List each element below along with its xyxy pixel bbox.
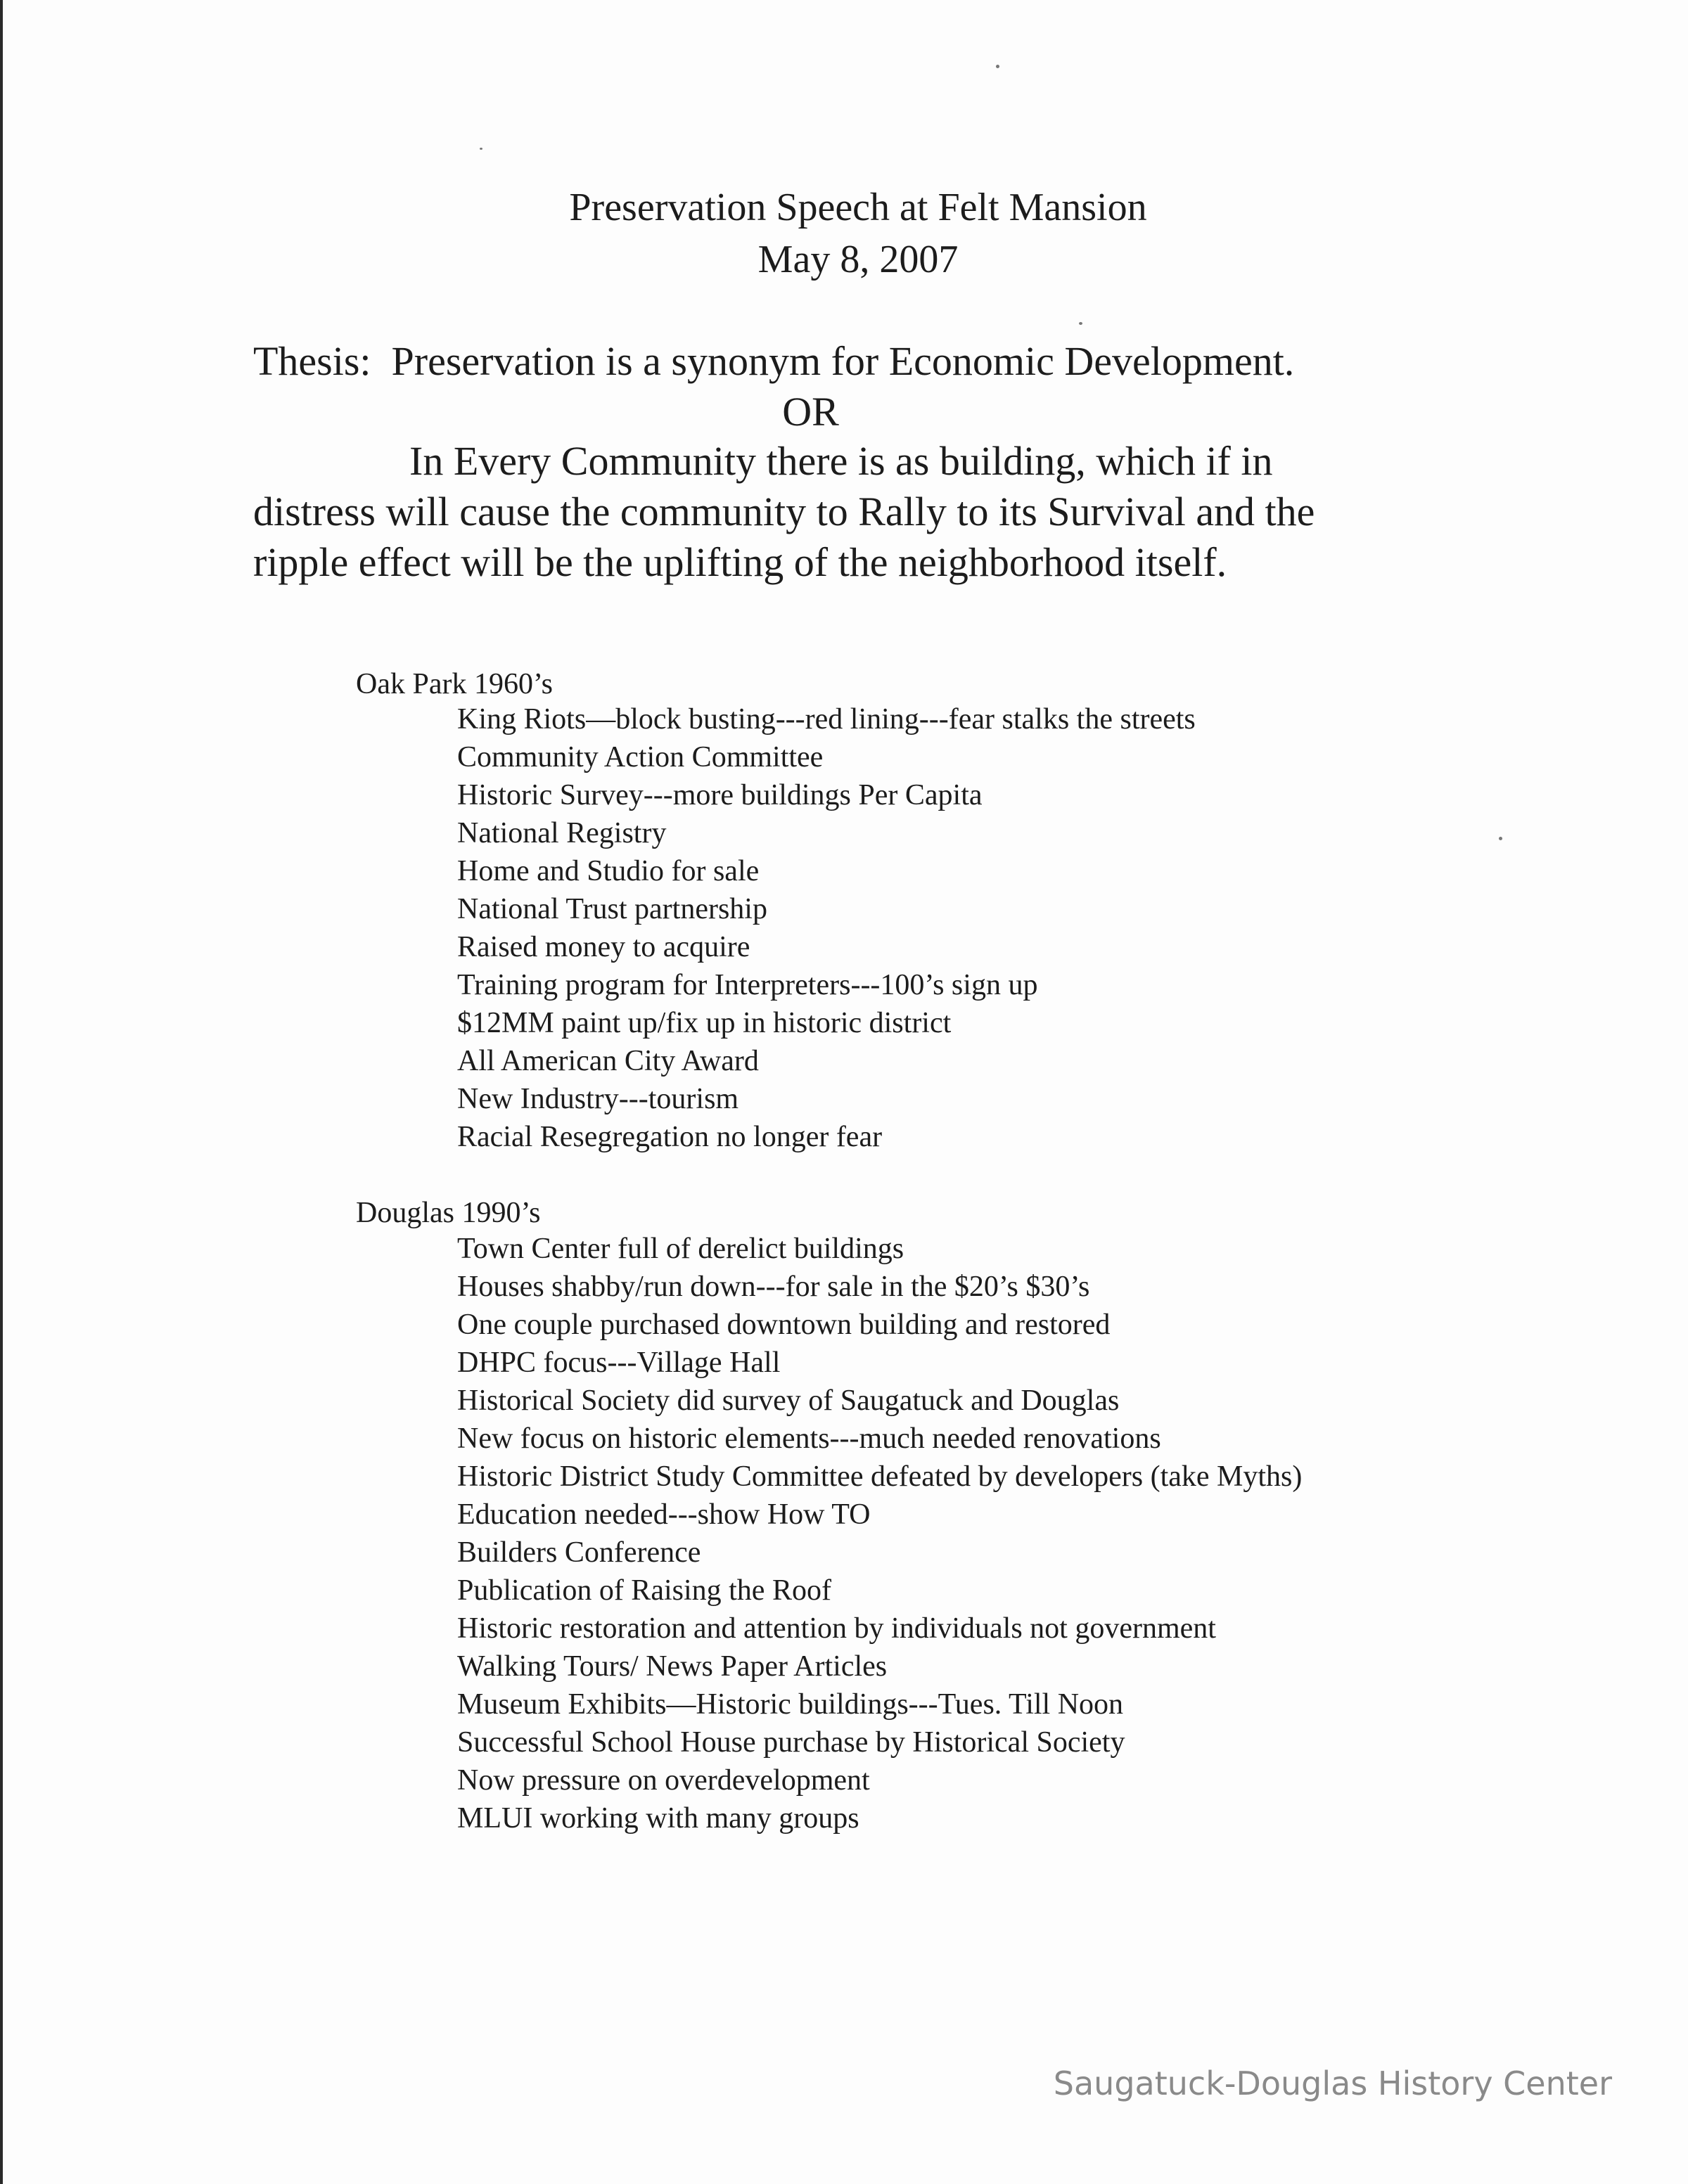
scan-speck <box>996 65 999 68</box>
list-item: Historical Society did survey of Saugatuck and Douglas <box>457 1385 1120 1417</box>
section-heading-douglas: Douglas 1990’s <box>356 1197 541 1229</box>
scan-speck <box>1079 322 1082 325</box>
list-item: Historic restoration and attention by individuals not government <box>457 1612 1216 1645</box>
oak-park-list <box>457 700 1196 1156</box>
list-item: Historic District Study Committee defeated by developers (take Myths) <box>457 1460 1303 1493</box>
list-item: Museum Exhibits—Historic buildings---Tues. Till Noon <box>457 1688 1124 1721</box>
list-item: Education needed---show How TO <box>457 1498 871 1531</box>
list-item: Walking Tours/ News Paper Articles <box>457 1650 888 1683</box>
list-item: King Riots—block busting---red lining---fear stalks the streets <box>457 703 1196 736</box>
speech-date: May 8, 2007 <box>757 238 959 281</box>
list-item: Builders Conference <box>457 1536 701 1569</box>
speech-title: Preservation Speech at Felt Mansion <box>569 186 1147 229</box>
scan-speck <box>480 148 482 150</box>
list-item: National Trust partnership <box>457 893 767 925</box>
list-item: Town Center full of derelict buildings <box>457 1233 904 1265</box>
list-item: Raised money to acquire <box>457 931 750 963</box>
list-item: One couple purchased downtown building and restored <box>457 1309 1111 1341</box>
list-item: Successful School House purchase by Historical Society <box>457 1726 1125 1759</box>
list-item: Historic Survey---more buildings Per Capita <box>457 779 983 811</box>
section-heading-oak-park: Oak Park 1960’s <box>356 668 553 700</box>
list-item: New focus on historic elements---much needed renovations <box>457 1422 1161 1455</box>
scan-speck <box>1499 837 1502 840</box>
thesis-alternative-line: distress will cause the community to Rally to its Survival and the <box>253 489 1315 534</box>
thesis-alternative-line: In Every Community there is as building, which if in <box>409 438 1273 484</box>
list-item: Community Action Committee <box>457 741 824 773</box>
scan-edge <box>0 0 3 2184</box>
list-item: MLUI working with many groups <box>457 1802 859 1835</box>
list-item: Racial Resegregation no longer fear <box>457 1121 883 1153</box>
list-item: Now pressure on overdevelopment <box>457 1764 870 1797</box>
list-item: $12MM paint up/fix up in historic district <box>457 1007 952 1039</box>
list-item: Training program for Interpreters---100’s sign up <box>457 969 1038 1001</box>
thesis-statement: Thesis: Preservation is a synonym for Economic Development. <box>253 338 1295 384</box>
archive-watermark: Saugatuck-Douglas History Center <box>1053 2064 1612 2102</box>
list-item: Publication of Raising the Roof <box>457 1574 831 1607</box>
list-item: Houses shabby/run down---for sale in the $20’s $30’s <box>457 1271 1090 1303</box>
list-item: National Registry <box>457 817 667 849</box>
list-item: All American City Award <box>457 1045 759 1077</box>
list-item: Home and Studio for sale <box>457 855 760 887</box>
thesis-alternative-line: ripple effect will be the uplifting of the neighborhood itself. <box>253 539 1227 585</box>
list-item: DHPC focus---Village Hall <box>457 1347 781 1379</box>
thesis-or: OR <box>782 389 839 435</box>
douglas-list <box>457 1230 1302 1837</box>
list-item: New Industry---tourism <box>457 1083 739 1115</box>
